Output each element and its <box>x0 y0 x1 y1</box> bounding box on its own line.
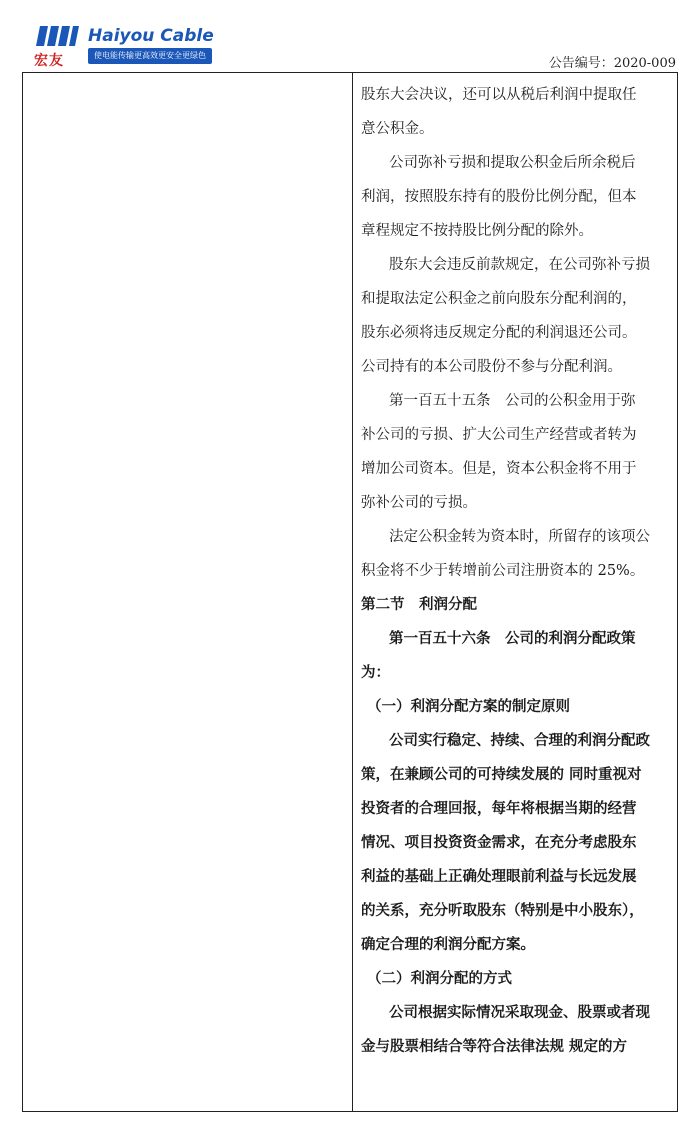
table-cell-right <box>353 72 679 1111</box>
paragraph-line: 股东大会违反前款规定，在公司弥补亏损 <box>389 257 650 273</box>
paragraph-line: 和提取法定公积金之前向股东分配利润的， <box>361 291 637 307</box>
paragraph-line: 第一百五十五条 公司的公积金用于弥 <box>389 393 636 409</box>
paragraph-line: 意公积金。 <box>361 121 434 137</box>
paragraph-line: 法定公积金转为资本时，所留存的该项公 <box>389 529 650 545</box>
paragraph-line: 利益的基础上正确处理眼前利益与长远发展 <box>361 868 637 885</box>
paragraph-line: 积金将不少于转增前公司注册资本的 25%。 <box>361 563 645 579</box>
paragraph-line: 为： <box>361 664 390 681</box>
paragraph-line: 利润，按照股东持有的股份比例分配，但本 <box>361 189 637 205</box>
paragraph-line: 股东大会决议，还可以从税后利润中提取任 <box>361 87 637 103</box>
paragraph-line: 公司持有的本公司股份不参与分配利润。 <box>361 359 622 375</box>
comparison-table <box>22 72 678 1112</box>
paragraph-line: 弥补公司的亏损。 <box>361 495 477 511</box>
logo-chinese-name: 宏友 <box>34 53 64 69</box>
logo-slogan: 使电能传输更高效更安全更绿色 <box>88 48 212 64</box>
paragraph-line: 策，在兼顾公司的可持续发展的 同时重视对 <box>361 766 642 783</box>
paragraph-line: 公司实行稳定、持续、合理的利润分配政 <box>389 732 650 749</box>
paragraph-line: 股东必须将违反规定分配的利润退还公司。 <box>361 325 637 341</box>
paragraph-line: 金与股票相结合等符合法律法规 规定的方 <box>361 1038 628 1055</box>
paragraph-line: 投资者的合理回报，每年将根据当期的经营 <box>361 800 637 817</box>
company-logo <box>34 24 214 68</box>
paragraph-line: （一）利润分配方案的制定原则 <box>367 698 570 715</box>
paragraph-line: 确定合理的利润分配方案。 <box>361 936 535 953</box>
paragraph-line: 第一百五十六条 公司的利润分配政策 <box>389 630 636 647</box>
paragraph-line: 章程规定不按持股比例分配的除外。 <box>361 223 593 239</box>
paragraph-line: 公司根据实际情况采取现金、股票或者现 <box>389 1004 650 1021</box>
logo-english-name: Haiyou Cable <box>88 26 214 46</box>
table-cell-left <box>23 72 353 1111</box>
paragraph-line: （二）利润分配的方式 <box>367 970 512 987</box>
paragraph-line: 公司弥补亏损和提取公积金后所余税后 <box>389 155 636 171</box>
announcement-number: 公告编号：2020-009 <box>548 56 676 71</box>
paragraph-line: 第二节 利润分配 <box>361 596 477 613</box>
paragraph-line: 情况、项目投资资金需求，在充分考虑股东 <box>361 834 637 851</box>
paragraph-line: 补公司的亏损、扩大公司生产经营或者转为 <box>361 427 637 443</box>
paragraph-line: 增加公司资本。但是，资本公积金将不用于 <box>361 461 637 477</box>
page-header <box>0 0 700 74</box>
cell-text <box>361 78 671 1064</box>
paragraph-line: 的关系，充分听取股东（特别是中小股东）， <box>361 902 644 919</box>
